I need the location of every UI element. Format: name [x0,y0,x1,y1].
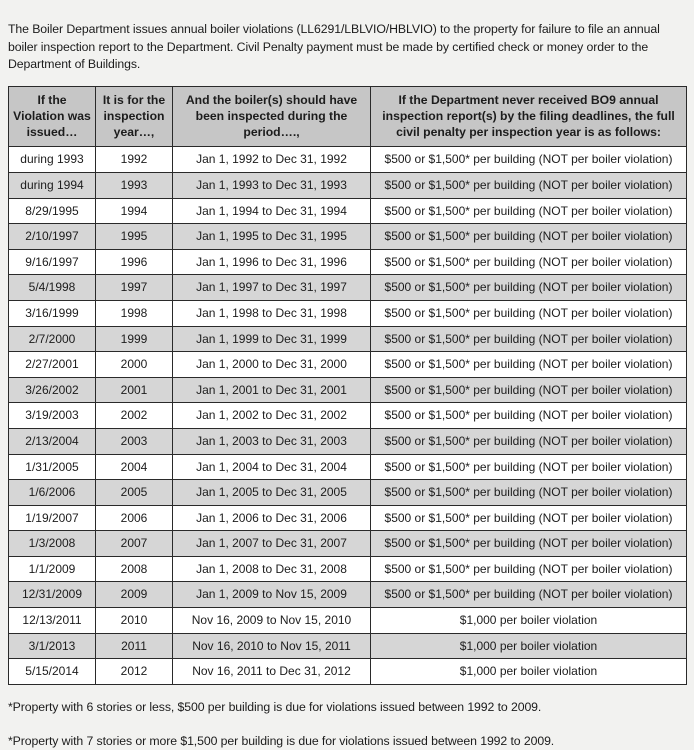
table-row [9,505,687,531]
cell-inspection-period: Jan 1, 1994 to Dec 31, 1994 [173,198,371,224]
cell-civil-penalty: $500 or $1,500* per building (NOT per boiler violation) [371,300,687,326]
cell-inspection-period: Nov 16, 2009 to Nov 15, 2010 [173,608,371,634]
table-row [9,608,687,634]
cell-civil-penalty: $500 or $1,500* per building (NOT per boiler violation) [371,582,687,608]
column-header-inspection-period: And the boiler(s) should have been inspected during the period…., [173,87,371,147]
table-row [9,403,687,429]
cell-violation-issued: 1/6/2006 [9,480,96,506]
cell-violation-issued: 3/1/2013 [9,633,96,659]
cell-civil-penalty: $500 or $1,500* per building (NOT per boiler violation) [371,249,687,275]
table-row [9,172,687,198]
table-row [9,275,687,301]
table-row [9,454,687,480]
cell-civil-penalty: $500 or $1,500* per building (NOT per boiler violation) [371,480,687,506]
cell-inspection-year: 1995 [96,224,173,250]
cell-civil-penalty: $500 or $1,500* per building (NOT per boiler violation) [371,505,687,531]
cell-civil-penalty: $500 or $1,500* per building (NOT per boiler violation) [371,224,687,250]
table-row [9,147,687,173]
cell-inspection-year: 1999 [96,326,173,352]
cell-inspection-period: Nov 16, 2011 to Dec 31, 2012 [173,659,371,685]
column-header-violation-issued: If the Violation was issued… [9,87,96,147]
cell-inspection-year: 2005 [96,480,173,506]
cell-inspection-period: Nov 16, 2010 to Nov 15, 2011 [173,633,371,659]
cell-violation-issued: 2/7/2000 [9,326,96,352]
cell-inspection-year: 2010 [96,608,173,634]
cell-inspection-period: Jan 1, 2003 to Dec 31, 2003 [173,428,371,454]
cell-inspection-year: 2008 [96,556,173,582]
column-header-inspection-year: It is for the inspection year…, [96,87,173,147]
cell-inspection-year: 1992 [96,147,173,173]
cell-violation-issued: 1/19/2007 [9,505,96,531]
cell-violation-issued: 2/13/2004 [9,428,96,454]
cell-inspection-period: Jan 1, 2004 to Dec 31, 2004 [173,454,371,480]
cell-inspection-period: Jan 1, 2000 to Dec 31, 2000 [173,352,371,378]
footnote-7-stories-or-more: *Property with 7 stories or more $1,500 per building is due for violations issued between 1992 to 2009. [8,733,555,748]
cell-inspection-year: 2002 [96,403,173,429]
table-row [9,326,687,352]
cell-inspection-year: 2011 [96,633,173,659]
cell-violation-issued: during 1994 [9,172,96,198]
cell-civil-penalty: $500 or $1,500* per building (NOT per boiler violation) [371,428,687,454]
cell-inspection-year: 2012 [96,659,173,685]
cell-violation-issued: 5/15/2014 [9,659,96,685]
cell-inspection-period: Jan 1, 1996 to Dec 31, 1996 [173,249,371,275]
cell-civil-penalty: $1,000 per boiler violation [371,608,687,634]
cell-violation-issued: 1/31/2005 [9,454,96,480]
cell-violation-issued: 2/27/2001 [9,352,96,378]
cell-inspection-year: 1993 [96,172,173,198]
cell-civil-penalty: $500 or $1,500* per building (NOT per boiler violation) [371,147,687,173]
cell-inspection-period: Jan 1, 1997 to Dec 31, 1997 [173,275,371,301]
table-body [9,147,687,684]
cell-civil-penalty: $500 or $1,500* per building (NOT per boiler violation) [371,454,687,480]
intro-paragraph: The Boiler Department issues annual boiler violations (LL6291/LBLVIO/HBLVIO) to the property for failure to file an annual boiler inspection report to the Department. Civil Penalty payment must be made by certified check or money order to the Department of Buildings. [8,22,660,72]
table-row [9,659,687,685]
cell-violation-issued: 3/19/2003 [9,403,96,429]
table-header-row [9,87,687,147]
cell-civil-penalty: $500 or $1,500* per building (NOT per boiler violation) [371,556,687,582]
table-row [9,198,687,224]
cell-inspection-period: Jan 1, 2009 to Nov 15, 2009 [173,582,371,608]
table-header [9,87,687,147]
cell-violation-issued: 8/29/1995 [9,198,96,224]
table-row [9,352,687,378]
table-row [9,249,687,275]
footnote-6-stories-or-less: *Property with 6 stories or less, $500 per building is due for violations issued between 1992 to 2009. [8,699,542,714]
cell-inspection-year: 2004 [96,454,173,480]
cell-inspection-year: 1994 [96,198,173,224]
cell-civil-penalty: $1,000 per boiler violation [371,633,687,659]
table-row [9,377,687,403]
table-row [9,224,687,250]
cell-violation-issued: during 1993 [9,147,96,173]
cell-civil-penalty: $500 or $1,500* per building (NOT per boiler violation) [371,377,687,403]
civil-penalty-table [8,86,687,684]
cell-inspection-period: Jan 1, 1995 to Dec 31, 1995 [173,224,371,250]
cell-inspection-year: 2006 [96,505,173,531]
cell-inspection-period: Jan 1, 2007 to Dec 31, 2007 [173,531,371,557]
cell-inspection-period: Jan 1, 1992 to Dec 31, 1992 [173,147,371,173]
table-row [9,480,687,506]
cell-civil-penalty: $500 or $1,500* per building (NOT per boiler violation) [371,198,687,224]
column-header-civil-penalty: If the Department never received BO9 annual inspection report(s) by the filing deadlines, the full civil penalty per inspection year is as follows: [371,87,687,147]
cell-civil-penalty: $500 or $1,500* per building (NOT per boiler violation) [371,352,687,378]
cell-civil-penalty: $500 or $1,500* per building (NOT per boiler violation) [371,172,687,198]
table-row [9,428,687,454]
cell-inspection-period: Jan 1, 1998 to Dec 31, 1998 [173,300,371,326]
cell-inspection-period: Jan 1, 2006 to Dec 31, 2006 [173,505,371,531]
cell-violation-issued: 2/10/1997 [9,224,96,250]
cell-inspection-period: Jan 1, 1999 to Dec 31, 1999 [173,326,371,352]
boiler-penalty-page [0,12,694,748]
cell-inspection-year: 1997 [96,275,173,301]
cell-inspection-period: Jan 1, 2001 to Dec 31, 2001 [173,377,371,403]
cell-civil-penalty: $500 or $1,500* per building (NOT per boiler violation) [371,531,687,557]
table-row [9,531,687,557]
table-row [9,582,687,608]
cell-violation-issued: 5/4/1998 [9,275,96,301]
cell-civil-penalty: $1,000 per boiler violation [371,659,687,685]
cell-violation-issued: 12/13/2011 [9,608,96,634]
cell-inspection-year: 2009 [96,582,173,608]
cell-inspection-year: 2000 [96,352,173,378]
cell-inspection-year: 1996 [96,249,173,275]
cell-inspection-year: 2007 [96,531,173,557]
cell-inspection-year: 2001 [96,377,173,403]
cell-violation-issued: 9/16/1997 [9,249,96,275]
cell-civil-penalty: $500 or $1,500* per building (NOT per boiler violation) [371,403,687,429]
table-row [9,633,687,659]
cell-inspection-year: 2003 [96,428,173,454]
cell-inspection-period: Jan 1, 2005 to Dec 31, 2005 [173,480,371,506]
table-row [9,300,687,326]
cell-inspection-period: Jan 1, 2008 to Dec 31, 2008 [173,556,371,582]
cell-civil-penalty: $500 or $1,500* per building (NOT per boiler violation) [371,326,687,352]
cell-inspection-year: 1998 [96,300,173,326]
cell-violation-issued: 1/3/2008 [9,531,96,557]
cell-violation-issued: 3/16/1999 [9,300,96,326]
cell-inspection-period: Jan 1, 1993 to Dec 31, 1993 [173,172,371,198]
cell-violation-issued: 12/31/2009 [9,582,96,608]
cell-violation-issued: 1/1/2009 [9,556,96,582]
cell-violation-issued: 3/26/2002 [9,377,96,403]
cell-inspection-period: Jan 1, 2002 to Dec 31, 2002 [173,403,371,429]
table-row [9,556,687,582]
cell-civil-penalty: $500 or $1,500* per building (NOT per boiler violation) [371,275,687,301]
footnotes [8,699,686,750]
